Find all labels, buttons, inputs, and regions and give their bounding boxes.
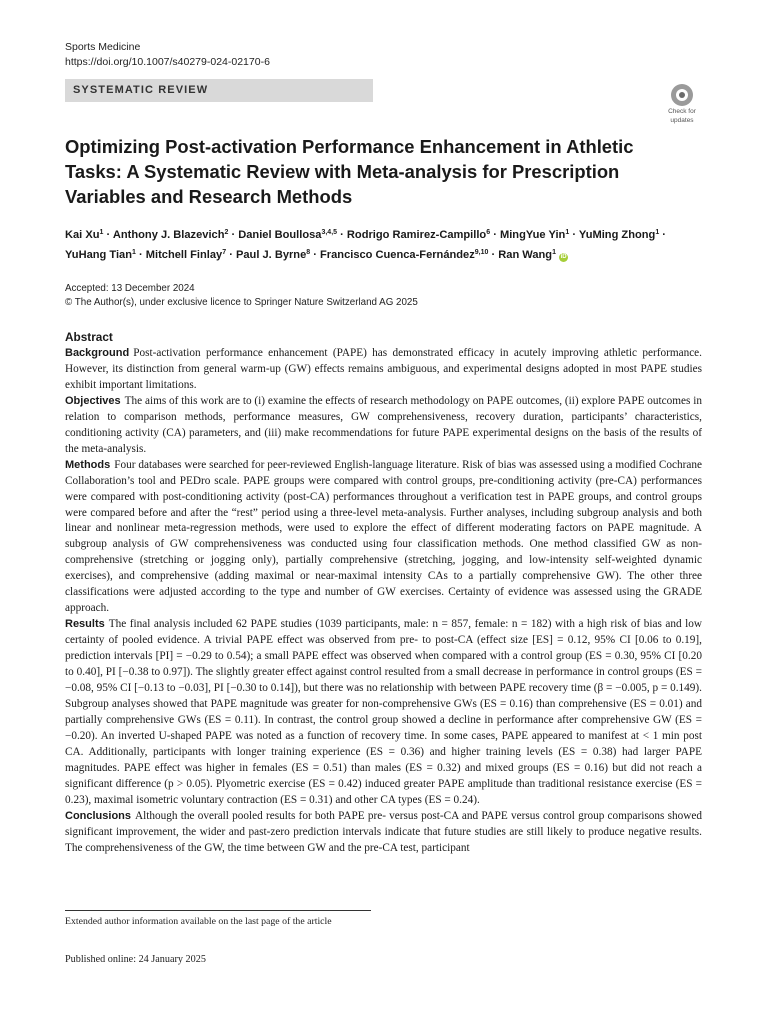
title-line-3: Variables and Research Methods xyxy=(65,186,353,207)
abstract-heading: Abstract xyxy=(65,330,113,344)
author-affiliation: 1 xyxy=(132,249,136,256)
author-name[interactable]: YuMing Zhong xyxy=(578,229,656,241)
orcid-icon[interactable]: iD xyxy=(560,254,567,260)
author-affiliation: 1 xyxy=(99,229,104,236)
section-text: Post-activation performance enhancement (PAPE) has demonstrated efficacy in acutely improving athletic performance. However, its distinction from general warm-up (GW) effects remains ambiguous, and experimental designs adopted in most PAPE studies exhibit important limitations. xyxy=(65,347,702,391)
footnote-divider xyxy=(65,910,371,911)
author-list: Kai $Xu^1$ · Anthony J. Blazevich$^2$ · Daniel Boullosa$^{3,4,5}$ · Rodrigo Ramirez-Campillo$^6$ · MingYue Yin$^1$ · YuMing Zhong$^1$ · YuHang Tian$^1$ · Mitchell Finlay$^7$ · Paul J. Byrne$^8$ · Francisco Cuenca-Fernández$^{9,10}$ · Ran Wang$^1$ iD xyxy=(65,229,666,261)
author-affiliation: 1 xyxy=(552,249,556,256)
title-line-2: Tasks: A Systematic Review with Meta-analysis for Prescription xyxy=(65,161,620,182)
author-affiliation: 9,10 xyxy=(474,249,489,256)
author-name[interactable]: Mitchell Finlay xyxy=(145,249,223,261)
author-name[interactable]: YuHang Tian xyxy=(65,249,132,261)
abstract-background xyxy=(65,346,702,394)
author-name[interactable]: Paul J. Byrne xyxy=(235,249,307,261)
abstract-objectives xyxy=(65,394,702,458)
check-updates-label-2: updates xyxy=(670,117,694,124)
author-affiliation: 2 xyxy=(224,229,229,236)
article-dates xyxy=(65,282,418,310)
author-name[interactable]: Ran Wang xyxy=(498,249,553,261)
author-affiliation: 7 xyxy=(222,249,227,256)
section-text: Four databases were searched for peer-reviewed English-language literature. Risk of bias was assessed using a modified Cochrane Collaboration’s tool and PEDro scale. PAPE groups were compared with control groups, pre-conditioning activity (pre-CA) performances were compared with post-conditioning activity (post-CA) performances throughout a verification test in PAPE groups, and control groups were compared before and after the “rest” period using a three-level meta-analysis. Further analyses, including subgroup analysis and both linear and nonlinear meta-regression methods, were used to explore the effect of different moderating factors on PAPE magnitude. A subgroup analysis of GW comprehensiveness was conducted using four classification methods. One method classified GW as non-comprehensive (stretching or jogging only), partially comprehensive (stretching, jogging, and low-intensity self-weighted dynamic exercises), and comprehensive (adding maximal or near-maximal intensity CAs to a partially comprehensive GW). The other three classifications were adjusted according to the type and number of GW exercises. Certainty of evidence was assessed using the GRADE approach. xyxy=(65,458,702,615)
abstract-conclusions xyxy=(65,809,702,857)
author-affiliation: 1 xyxy=(565,229,570,236)
section-text: The aims of this work are to (i) examine the effects of research methodology on PAPE outcomes, (ii) explore PAPE outcomes in relation to comparison methods, performance measures, GW comprehensiveness, recovery duration, participants’ characteristics, conditioning activity (CA) parameters, and (iii) make recommendations for future PAPE experimental designs on the basis of the results of the meta-analysis. xyxy=(65,394,702,455)
section-label: Conclusions xyxy=(65,809,132,822)
title-line-1: Optimizing Post-activation Performance Enhancement in Athletic xyxy=(65,136,634,157)
abstract-body xyxy=(65,346,702,857)
abstract-results xyxy=(65,617,702,808)
section-label: Methods xyxy=(65,458,111,471)
author-name[interactable]: Rodrigo Ramirez-Campillo xyxy=(346,229,487,241)
journal-name: Sports Medicine xyxy=(65,41,141,53)
author-affiliation: 1 xyxy=(655,229,660,236)
accepted-date: Accepted: 13 December 2024 xyxy=(65,283,195,294)
author-name[interactable]: Kai Xu xyxy=(65,229,100,241)
published-date: Published online: 24 January 2025 xyxy=(65,954,206,965)
section-text: The final analysis included 62 PAPE studies (1039 participants, male: n = 857, female: n = 182) with a high risk of bias and low certainty of pooled evidence. A trivial PAPE effect was observed from pre- to post-CA (effect size [ES] = 0.12, 95% CI [0.06 to 0.19], prediction intervals [PI] = −0.29 to 0.54); a small PAPE effect was observed when compared with a control group (ES = 0.30, 95% CI [0.20 to 0.40], PI [−0.38 to 0.97]). The slightly greater effect against control resulted from a small decrease in performance in control groups (ES = −0.08, 95% CI [−0.13 to −0.03], PI [−0.30 to 0.14]), but there was no relationship with between PAPE recovery time (β = −0.005, p = 0.149). Subgroup analyses showed that PAPE magnitude was greater for non-comprehensive GWs (ES = 0.16) than comprehensive (ES = 0.01) and partially comprehensive GWs (ES = 0.11). In contrast, the control group showed a decline in performance after comprehensive GW (ES = −0.20). An inverted U-shaped PAPE was noted as a function of recovery time. In some cases, PAPE appeared to manifest at < 1 min post CA. Additionally, participants with longer training experience (ES = 0.36) and higher training levels (ES = 0.38) had larger PAPE magnitudes. PAPE effect was higher in females (ES = 0.51) than males (ES = 0.32) and mixed groups (ES = 0.16) but did not reach a significant difference (p > 0.05). Plyometric exercise (ES = 0.42) induced greater PAPE amplitude than traditional resistance exercise (ES = 0.23), maximal isometric voluntary contraction (ES = 0.31) and other CA types (ES = 0.24). xyxy=(65,618,702,806)
section-label: Objectives xyxy=(65,394,121,407)
section-label: Background xyxy=(65,347,130,359)
article-type-badge: SYSTEMATIC REVIEW xyxy=(65,79,373,102)
author-affiliation: 8 xyxy=(306,249,311,256)
author-affiliation: 6 xyxy=(486,229,491,236)
author-name[interactable]: Anthony J. Blazevich xyxy=(112,229,225,241)
author-info-footnote: Extended author information available on the last page of the article xyxy=(65,916,332,927)
section-text: Although the overall pooled results for both PAPE pre- versus post-CA and PAPE versus control group comparisons showed significant improvement, the wider and past-zero prediction intervals indicate that future studies are still likely to produce negative results. The comprehensiveness of the GW, the time between GW and the pre-CA test, participant xyxy=(65,809,702,854)
author-name[interactable]: Francisco Cuenca-Fernández xyxy=(320,249,475,261)
copyright-notice: © The Author(s), under exclusive licence to Springer Nature Switzerland AG 2025 xyxy=(65,297,418,308)
section-label: Results xyxy=(65,618,105,631)
author-name[interactable]: MingYue Yin xyxy=(499,229,566,241)
journal-meta xyxy=(65,40,270,70)
check-updates-label-1: Check for xyxy=(668,108,696,115)
author-name[interactable]: Daniel Boullosa xyxy=(238,229,322,241)
doi-link[interactable]: https://doi.org/10.1007/s40279-024-02170-6 xyxy=(65,56,270,68)
abstract-methods xyxy=(65,458,702,618)
check-for-updates-button[interactable] xyxy=(663,84,701,124)
check-updates-icon xyxy=(671,84,693,106)
author-affiliation: 3,4,5 xyxy=(321,229,338,236)
article-title xyxy=(65,134,685,209)
